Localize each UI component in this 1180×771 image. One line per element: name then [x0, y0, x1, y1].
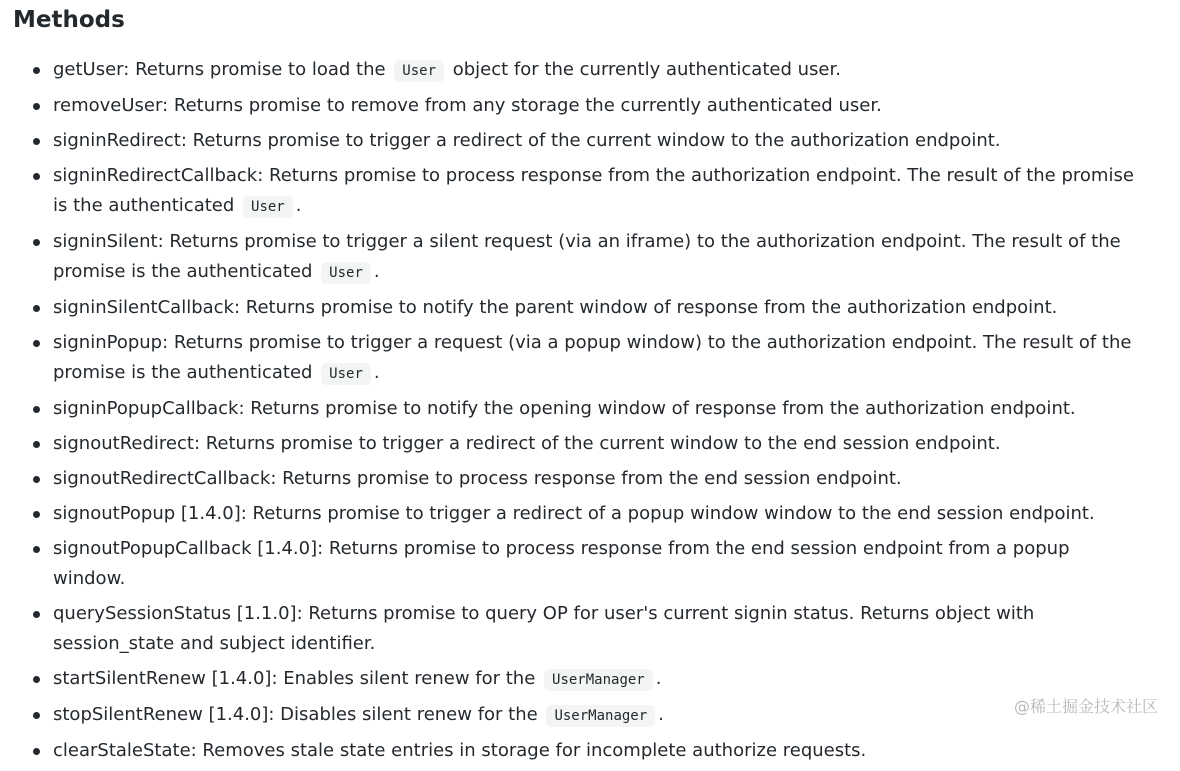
method-description: : Returns promise to trigger a silent request (via an iframe) to the authorization endpoint. The result of the promise is the authenticated [53, 231, 1121, 282]
list-item [53, 293, 1143, 323]
method-description: : Returns promise to trigger a redirect of a popup window window to the end session endpoint. [240, 503, 1095, 524]
method-description: : Returns promise to query OP for user's current signin status. Returns object with session_state and subject identifier. [53, 603, 1035, 654]
list-item [53, 534, 1143, 594]
bullet-icon [33, 239, 40, 246]
list-item [53, 328, 1143, 389]
method-description: : Returns promise to process response from the end session endpoint. [270, 468, 902, 489]
bullet-icon [33, 611, 40, 618]
method-description: : Removes stale state entries in storage for incomplete authorize requests. [190, 740, 867, 761]
method-description: : Returns promise to load the [123, 59, 392, 80]
bullet-icon [33, 305, 40, 312]
list-item [53, 394, 1143, 424]
method-description-tail: . [373, 362, 380, 383]
method-name: signoutRedirect [53, 433, 194, 454]
page-title: Methods [13, 7, 125, 33]
watermark: @稀土掘金技术社区 [1013, 697, 1158, 716]
inline-code: User [321, 262, 371, 284]
bullet-icon [33, 476, 40, 483]
method-name: clearStaleState [53, 740, 191, 761]
inline-code: User [321, 363, 371, 385]
method-name: signoutPopup [1.4.0] [53, 503, 241, 524]
method-name: signinRedirectCallback [53, 165, 258, 186]
method-description: : Disables silent renew for the [268, 704, 544, 725]
method-description: : Returns promise to notify the parent window of response from the authorization endpoint. [233, 297, 1058, 318]
bullet-icon [33, 340, 40, 347]
bullet-icon [33, 406, 40, 413]
method-name: signoutRedirectCallback [53, 468, 271, 489]
method-description-tail: . [373, 261, 380, 282]
method-name: signinPopupCallback [53, 398, 239, 419]
method-name: signinSilent [53, 231, 158, 252]
method-description: : Returns promise to trigger a redirect of the current window to the authorization endpoint. [180, 130, 1001, 151]
method-name: getUser [53, 59, 124, 80]
method-description-tail: . [658, 704, 664, 725]
inline-code: UserManager [546, 705, 655, 727]
list-item [53, 227, 1143, 288]
list-item [53, 700, 1143, 731]
bullet-icon [33, 546, 40, 553]
list-item [53, 736, 1143, 766]
method-description: : Returns promise to process response from the authorization endpoint. The result of the promise is the authenticated [53, 165, 1134, 216]
bullet-icon [33, 712, 40, 719]
methods-list [53, 55, 1143, 771]
bullet-icon [33, 173, 40, 180]
bullet-icon [33, 103, 40, 110]
method-description: : Returns promise to trigger a request (via a popup window) to the authorization endpoint. The result of the promise is the authenticated [53, 332, 1132, 383]
method-name: signinPopup [53, 332, 163, 353]
method-description: : Returns promise to notify the opening window of response from the authorization endpoint. [238, 398, 1076, 419]
list-item [53, 599, 1143, 659]
method-name: stopSilentRenew [1.4.0] [53, 704, 269, 725]
method-description: : Returns promise to process response from the end session endpoint from a popup window. [53, 538, 1070, 589]
list-item [53, 161, 1143, 222]
method-name: signoutPopupCallback [1.4.0] [53, 538, 318, 559]
bullet-icon [33, 511, 40, 518]
method-name: querySessionStatus [1.1.0] [53, 603, 297, 624]
method-description: : Enables silent renew for the [271, 668, 542, 689]
bullet-icon [33, 138, 40, 145]
method-description: : Returns promise to remove from any storage the currently authenticated user. [162, 95, 882, 116]
bullet-icon [33, 441, 40, 448]
list-item [53, 55, 1143, 86]
method-description-tail: object for the currently authenticated user. [447, 59, 841, 80]
list-item [53, 126, 1143, 156]
method-name: removeUser [53, 95, 163, 116]
bullet-icon [33, 748, 40, 755]
list-item [53, 464, 1143, 494]
bullet-icon [33, 67, 40, 74]
method-description-tail: . [655, 668, 662, 689]
list-item [53, 499, 1143, 529]
method-name: signinRedirect [53, 130, 181, 151]
method-name: signinSilentCallback [53, 297, 234, 318]
method-description: : Returns promise to trigger a redirect of the current window to the end session endpoint. [193, 433, 1001, 454]
list-item [53, 91, 1143, 121]
list-item [53, 664, 1143, 695]
bullet-icon [33, 676, 40, 683]
inline-code: User [243, 196, 293, 218]
list-item [53, 429, 1143, 459]
method-description-tail: . [295, 195, 302, 216]
method-name: startSilentRenew [1.4.0] [53, 668, 272, 689]
inline-code: User [394, 60, 444, 82]
inline-code: UserManager [544, 669, 653, 691]
